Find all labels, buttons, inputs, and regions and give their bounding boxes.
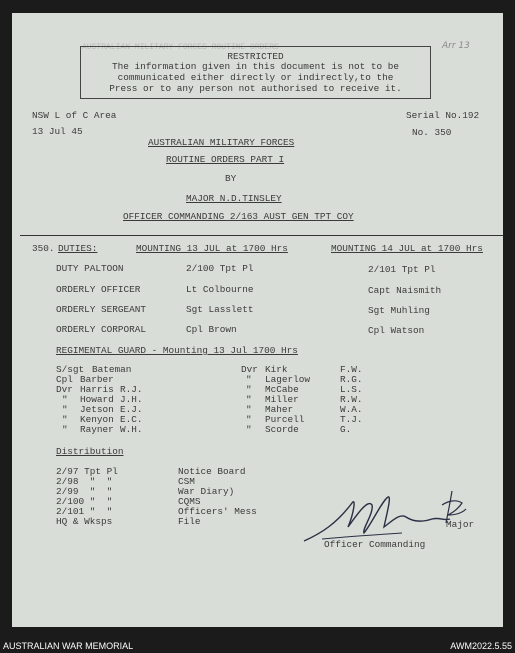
order-number: No. 350 bbox=[412, 127, 452, 138]
distribution-item: File bbox=[178, 516, 201, 527]
duty-assignee-13jul: Cpl Brown bbox=[186, 324, 237, 335]
guard-rank: " bbox=[246, 394, 252, 405]
distribution-item: 2/99 " " bbox=[56, 486, 113, 497]
guard-rank: " bbox=[62, 394, 68, 405]
duties-col2-heading: MOUNTING 14 JUL at 1700 Hrs bbox=[331, 243, 483, 254]
guard-rank: " bbox=[62, 424, 68, 435]
serial-number: Serial No.192 bbox=[406, 110, 480, 121]
guard-name: Bateman bbox=[92, 364, 132, 375]
commander-title: OFFICER COMMANDING 2/163 AUST GEN TPT COY bbox=[123, 211, 354, 222]
duty-assignee-13jul: Sgt Lasslett bbox=[186, 304, 254, 315]
guard-rank: " bbox=[62, 404, 68, 415]
guard-initials: F.W. bbox=[340, 364, 363, 375]
restricted-line-1: The information given in this document is not to be bbox=[112, 61, 399, 72]
guard-name: Maher bbox=[265, 404, 294, 415]
duty-name: ORDERLY CORPORAL bbox=[56, 324, 147, 335]
restricted-notice bbox=[80, 46, 431, 99]
distribution-item: Officers' Mess bbox=[178, 506, 257, 517]
distribution-item: 2/100 " " bbox=[56, 496, 113, 507]
by-label: BY bbox=[225, 173, 237, 184]
duty-assignee-14jul: Cpl Watson bbox=[368, 325, 425, 336]
guard-name: Barber bbox=[80, 374, 114, 385]
guard-initials: T.J. bbox=[340, 414, 363, 425]
distribution-item: War Diary) bbox=[178, 486, 235, 497]
guard-name: Kirk bbox=[265, 364, 288, 375]
signatory-title: Officer Commanding bbox=[324, 539, 426, 550]
guard-initials: W.A. bbox=[340, 404, 363, 415]
guard-name: Scorde bbox=[265, 424, 299, 435]
guard-rank: S/sgt bbox=[56, 364, 85, 375]
guard-initials: E.C. bbox=[120, 414, 143, 425]
distribution-item: Notice Board bbox=[178, 466, 246, 477]
duty-assignee-13jul: 2/100 Tpt Pl bbox=[186, 263, 254, 274]
guard-name: Lagerlow bbox=[265, 374, 311, 385]
order-date: 13 Jul 45 bbox=[32, 126, 83, 137]
guard-rank: " bbox=[62, 414, 68, 425]
guard-name: Harris bbox=[80, 384, 114, 395]
restricted-title: RESTRICTED bbox=[227, 51, 284, 62]
guard-name: Rayner bbox=[80, 424, 114, 435]
guard-initials: R.J. bbox=[120, 384, 143, 395]
document-page bbox=[12, 13, 503, 627]
distribution-item: HQ & Wksps bbox=[56, 516, 113, 527]
guard-name: McCabe bbox=[265, 384, 299, 395]
distribution-item: CSM bbox=[178, 476, 195, 487]
guard-name: Purcell bbox=[265, 414, 305, 425]
unit-area: NSW L of C Area bbox=[32, 110, 117, 121]
guard-initials: J.H. bbox=[120, 394, 143, 405]
guard-initials: R.G. bbox=[340, 374, 363, 385]
guard-rank: Dvr bbox=[241, 364, 258, 375]
duty-name: ORDERLY OFFICER bbox=[56, 284, 141, 295]
duty-assignee-14jul: 2/101 Tpt Pl bbox=[368, 264, 436, 275]
guard-initials: L.S. bbox=[340, 384, 363, 395]
section-divider bbox=[20, 235, 503, 236]
guard-rank: Cpl bbox=[56, 374, 73, 385]
footer-accession-number: AWM2022.5.55 bbox=[450, 641, 512, 651]
duties-number: 350. bbox=[32, 243, 55, 254]
guard-rank: " bbox=[246, 384, 252, 395]
guard-name: Miller bbox=[265, 394, 299, 405]
pencil-annotation: Arr 13 bbox=[442, 41, 470, 51]
guard-initials: E.J. bbox=[120, 404, 143, 415]
guard-name: Kenyon bbox=[80, 414, 114, 425]
guard-rank: Dvr bbox=[56, 384, 73, 395]
restricted-line-2: communicated either directly or indirectly,to the bbox=[117, 72, 394, 83]
guard-initials: G. bbox=[340, 424, 352, 435]
guard-initials: R.W. bbox=[340, 394, 363, 405]
distribution-item: 2/97 Tpt Pl bbox=[56, 466, 118, 477]
restricted-stamp-bleed: AUSTRALIAN MILITARY FORCES ROUTINE ORDERS bbox=[82, 43, 279, 52]
org-title: AUSTRALIAN MILITARY FORCES bbox=[148, 137, 295, 148]
distribution-item: CQMS bbox=[178, 496, 201, 507]
duty-assignee-14jul: Capt Naismith bbox=[368, 285, 442, 296]
commander-name: MAJOR N.D.TINSLEY bbox=[186, 193, 282, 204]
guard-heading: REGIMENTAL GUARD - Mounting 13 Jul 1700 Hrs bbox=[56, 345, 298, 356]
guard-name: Jetson bbox=[80, 404, 114, 415]
duties-col1-heading: MOUNTING 13 JUL at 1700 Hrs bbox=[136, 243, 288, 254]
duties-label: DUTIES: bbox=[58, 243, 98, 254]
duty-assignee-13jul: Lt Colbourne bbox=[186, 284, 254, 295]
footer-archive-name: AUSTRALIAN WAR MEMORIAL bbox=[3, 641, 134, 651]
guard-rank: " bbox=[246, 424, 252, 435]
duty-name: ORDERLY SERGEANT bbox=[56, 304, 147, 315]
restricted-line-3: Press or to any person not authorised to receive it. bbox=[109, 83, 402, 94]
distribution-item: 2/98 " " bbox=[56, 476, 113, 487]
guard-initials: W.H. bbox=[120, 424, 143, 435]
guard-rank: " bbox=[246, 414, 252, 425]
duty-assignee-14jul: Sgt Muhling bbox=[368, 305, 430, 316]
guard-rank: " bbox=[246, 404, 252, 415]
duty-name: DUTY PALTOON bbox=[56, 263, 124, 274]
guard-name: Howard bbox=[80, 394, 114, 405]
distribution-item: 2/101 " " bbox=[56, 506, 113, 517]
distribution-heading: Distribution bbox=[56, 446, 124, 457]
guard-rank: " bbox=[246, 374, 252, 385]
orders-title: ROUTINE ORDERS PART I bbox=[166, 154, 285, 165]
signatory-rank: Major bbox=[446, 519, 475, 530]
